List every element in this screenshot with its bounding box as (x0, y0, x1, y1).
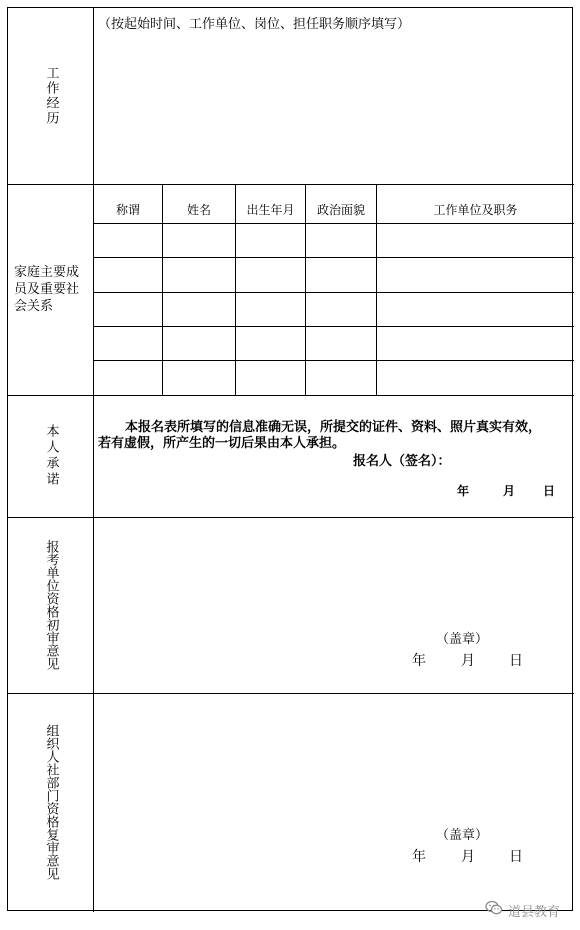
family-label-line: 会关系 (14, 298, 54, 314)
column-header-title: 称谓 (115, 202, 140, 217)
promise-label (8, 395, 93, 517)
dept-review-label-text: 组织人社部门资格复审意见 (43, 723, 59, 880)
unit-review-month: 月 (461, 653, 475, 669)
table-row[interactable] (94, 361, 574, 394)
promise-label-text: 本人承诺 (43, 424, 59, 488)
dept-review-field[interactable] (94, 694, 573, 819)
dept-review-month: 月 (461, 849, 475, 865)
work-history-label-text: 工作经历 (43, 66, 59, 126)
unit-review-label (8, 517, 93, 693)
family-label (8, 184, 93, 395)
unit-review-day: 日 (509, 653, 523, 669)
promise-month: 月 (503, 484, 516, 498)
watermark-text: 道县教育 (507, 904, 560, 920)
promise-statement-line2: 若有虚假，所产生的一切后果由本人承担。 (98, 436, 346, 451)
promise-day: 日 (543, 484, 556, 498)
unit-review-field[interactable] (94, 518, 573, 628)
column-header-birth: 出生年月 (246, 202, 295, 217)
work-history-hint: （按起始时间、工作单位、岗位、担任职务顺序填写） (98, 17, 411, 32)
family-label-line: 员及重要社 (14, 281, 80, 297)
dept-review-seal: （盖章） (436, 828, 489, 843)
table-row[interactable] (94, 258, 574, 292)
work-history-label (8, 8, 93, 184)
dept-review-year: 年 (412, 849, 426, 865)
column-header-politics: 政治面貌 (316, 202, 365, 217)
promise-statement-line1: 本报名表所填写的信息准确无误，所提交的证件、资料、照片真实有效， (125, 420, 542, 435)
wechat-icon (485, 900, 503, 920)
family-label-line: 家庭主要成 (14, 264, 80, 280)
work-history-field[interactable] (94, 32, 573, 183)
registration-form (7, 7, 573, 911)
watermark (485, 900, 560, 920)
dept-review-label (8, 693, 93, 910)
table-row[interactable] (94, 293, 574, 326)
column-header-name: 姓名 (186, 202, 211, 217)
dept-review-day: 日 (509, 849, 523, 865)
unit-review-seal: （盖章） (436, 632, 489, 647)
table-row[interactable] (94, 224, 574, 257)
promise-year: 年 (457, 484, 470, 498)
signature-field[interactable] (468, 448, 568, 466)
unit-review-year: 年 (412, 653, 426, 669)
table-row[interactable] (94, 327, 574, 360)
column-header-employer: 工作单位及职务 (433, 202, 518, 217)
unit-review-label-text: 报考单位资格初审意见 (43, 540, 59, 670)
signer-label: 报名人（签名）： (353, 454, 451, 469)
